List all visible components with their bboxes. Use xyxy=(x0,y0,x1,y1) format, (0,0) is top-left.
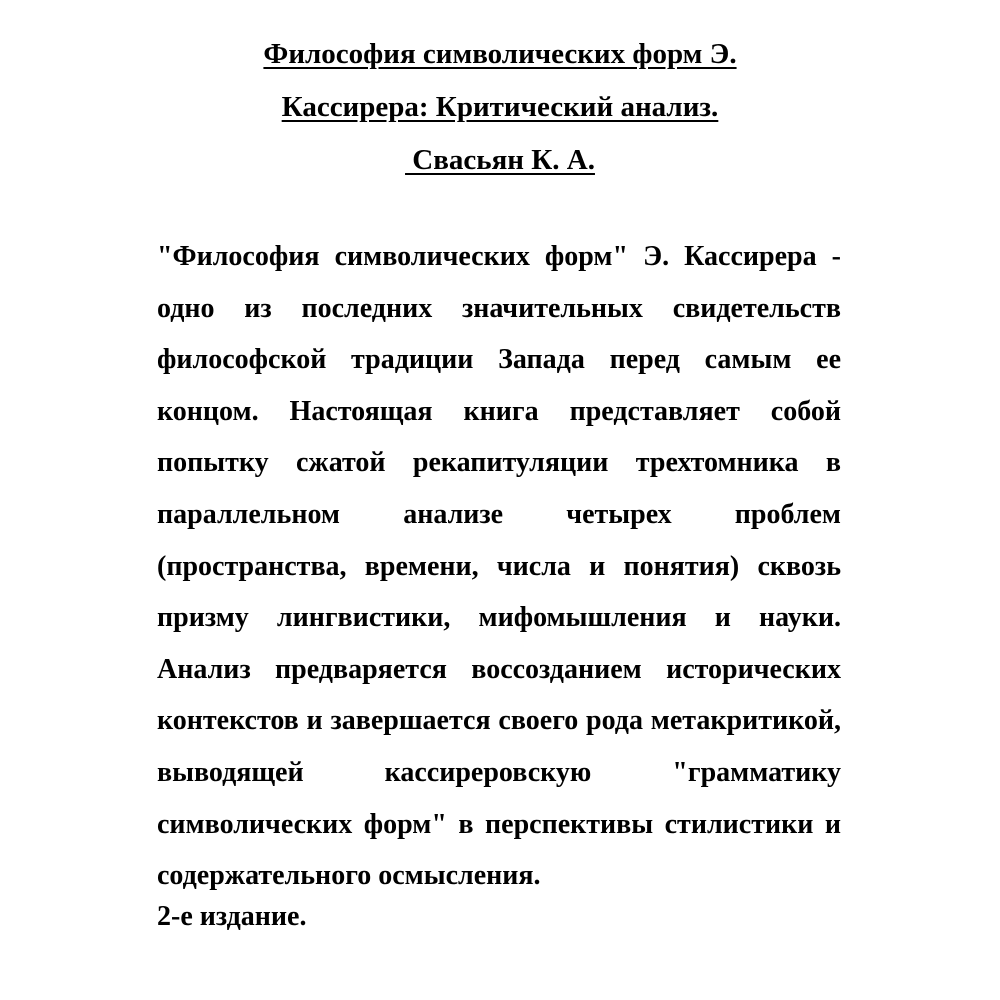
abstract-paragraph: "Философия символических форм" Э. Кассирера - одно из последних значительных свидетельств философской традиции Запада перед самым ее концом. Настоящая книга представляет собой попытку сжатой рекапитуляции трехтомника в параллельном анализе четырех проблем (пространства, времени, числа и понятия) сквозь призму лингвистики, мифомышления и науки. Анализ предваряется воссозданием исторических контекстов и завершается своего рода метакритикой, выводящей кассиреровскую "грамматику символических форм" в перспективы стилистики и содержательного осмысления. xyxy=(157,241,841,892)
book-title-line-1 xyxy=(0,38,1000,70)
author-line xyxy=(0,144,1000,176)
book-title-line-1-text: Философия символических форм Э. xyxy=(263,38,737,70)
book-title-line-2 xyxy=(0,91,1000,123)
author-name: Свасьян К. А. xyxy=(405,144,595,176)
edition-note: 2-е издание. xyxy=(157,901,307,932)
book-title-line-2-text: Кассирера: Критический анализ. xyxy=(281,91,719,123)
title-block xyxy=(0,38,1000,176)
